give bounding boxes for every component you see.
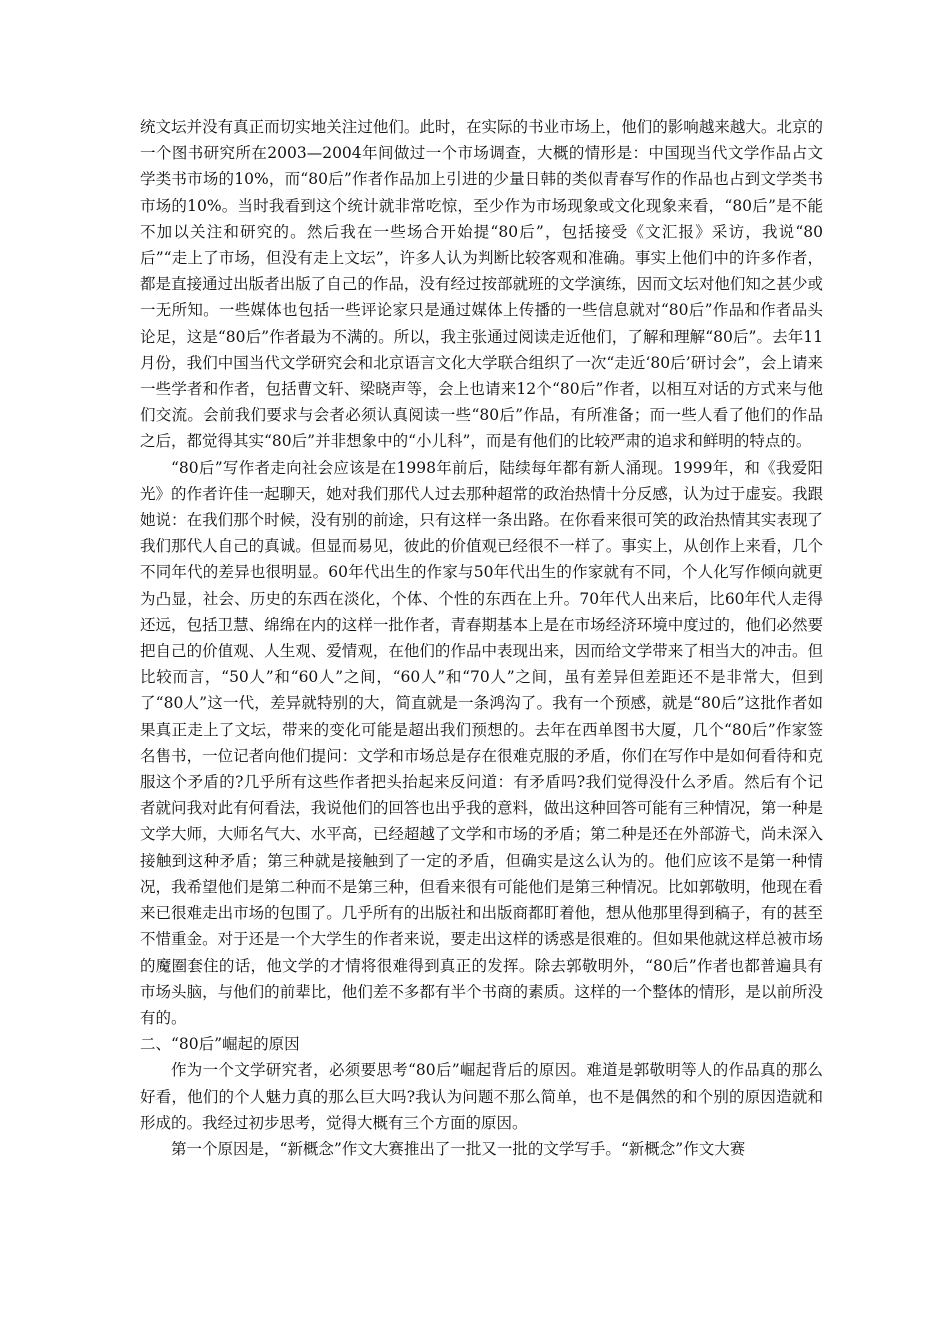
paragraph-80s-writers: “80后”写作者走向社会应该是在1998年前后，陆续每年都有新人涌现。1999年，和《我爱阳光》的作者许佳一起聊天，她对我们那代人过去那种超常的政治热情十分反感，认为过于虚妄。我跟她说：在我们那个时候，没有别的前途，只有这样一条出路。在你看来很可笑的政治热情其实表现了我们那代人自己的真诚。但显而易见，彼此的价值观已经很不一样了。事实上，从创作上来看，几个不同年代的差异也很明显。60年代出生的作家与50年代出生的作家就有不同，个人化写作倾向就更为凸显，社会、历史的东西在淡化，个体、个性的东西在上升。70年代人出来后，比60年代人走得还远，包括卫慧、绵绵在内的这样一批作者，青春期基本上是在市场经济环境中度过的，他们必然要把自己的价值观、人生观、爱情观，在他们的作品中表现出来，因而给文学带来了相当大的冲击。但比较而言，“50人”和“60人”之间，“60人”和“70人”之间，虽有差异但差距还不是非常大，但到了“80人”这一代，差异就特别的大，简直就是一条鸿沟了。我有一个预感，就是“80后”这批作者如果真正走上了文坛，带来的变化可能是超出我们预想的。去年在西单图书大厦，几个“80后”作家签名售书，一位记者向他们提问：文学和市场总是存在很难克服的矛盾，你们在写作中是如何看待和克服这个矛盾的?几乎所有这些作者把头抬起来反问道：有矛盾吗?我们觉得没什么矛盾。然后有个记者就问我对此有何看法，我说他们的回答也出乎我的意料，做出这种回答可能有三种情况，第一种是文学大师，大师名气大、水平高，已经超越了文学和市场的矛盾；第二种是还在外部游弋，尚未深入接触到这种矛盾；第三种就是接触到了一定的矛盾，但确实是这么认为的。他们应该不是第一种情况，我希望他们是第二种而不是第三种，但看来很有可能他们是第三种情况。比如郭敬明，他现在看来已很难走出市场的包围了。几乎所有的出版社和出版商都盯着他，想从他那里得到稿子，有的甚至不惜重金。对于还是一个大学生的作者来说，要走出这样的诱惑是很难的。但如果他就这样总被市场的魔圈套住的话，他文学的才情将很难得到真正的发挥。除去郭敬明外，“80后”作者也都普遍具有市场头脑，与他们的前辈比，他们差不多都有半个书商的素质。这样的一个整体的情形，是以前所没有的。 [140,458,823,1027]
section-heading: 二、“80后”崛起的原因 [140,1035,300,1054]
paragraph-first-reason: 第一个原因是，“新概念”作文大赛推出了一批又一批的文学写手。“新概念”作文大赛 [171,1139,746,1158]
paragraph-researcher: 作为一个文学研究者，必须要思考“80后”崛起背后的原因。难道是郭敬明等人的作品真的那么好看，他们的个人魅力真的那么巨大吗?我认为问题不那么简单，也不是偶然的和个别的原因造就和形成的。我经过初步思考，觉得大概有三个方面的原因。 [140,1061,823,1132]
document-page [140,114,823,1162]
paragraph-continued: 统文坛并没有真正而切实地关注过他们。此时，在实际的书业市场上，他们的影响越来越大。北京的一个图书研究所在2003—2004年间做过一个市场调查，大概的情形是：中国现当代文学作品占文学类书市场的10%，而“80后”作者作品加上引进的少量日韩的类似青春写作的作品也占到文学类书市场的10%。当时我看到这个统计就非常吃惊，至少作为市场现象或文化现象来看，“80后”是不能不加以关注和研究的。然后我在一些场合开始提“80后”，包括接受《文汇报》采访，我说“80后”“走上了市场，但没有走上文坛”，许多人认为判断比较客观和准确。事实上他们中的许多作者，都是直接通过出版者出版了自己的作品，没有经过按部就班的文学演练，因而文坛对他们知之甚少或一无所知。一些媒体也包括一些评论家只是通过媒体上传播的一些信息就对“80后”作品和作者品头论足，这是“80后”作者最为不满的。所以，我主张通过阅读走近他们，了解和理解“80后”。去年11月份，我们中国当代文学研究会和北京语言文化大学联合组织了一次“走近‘80后’研讨会”，会上请来一些学者和作者，包括曹文轩、梁晓声等，会上也请来12个“80后”作者，以相互对话的方式来与他们交流。会前我们要求与会者必须认真阅读一些“80后”作品，有所准备；而一些人看了他们的作品之后，都觉得其实“80后”并非想象中的“小儿科”，而是有他们的比较严肃的追求和鲜明的特点的。 [140,118,823,451]
